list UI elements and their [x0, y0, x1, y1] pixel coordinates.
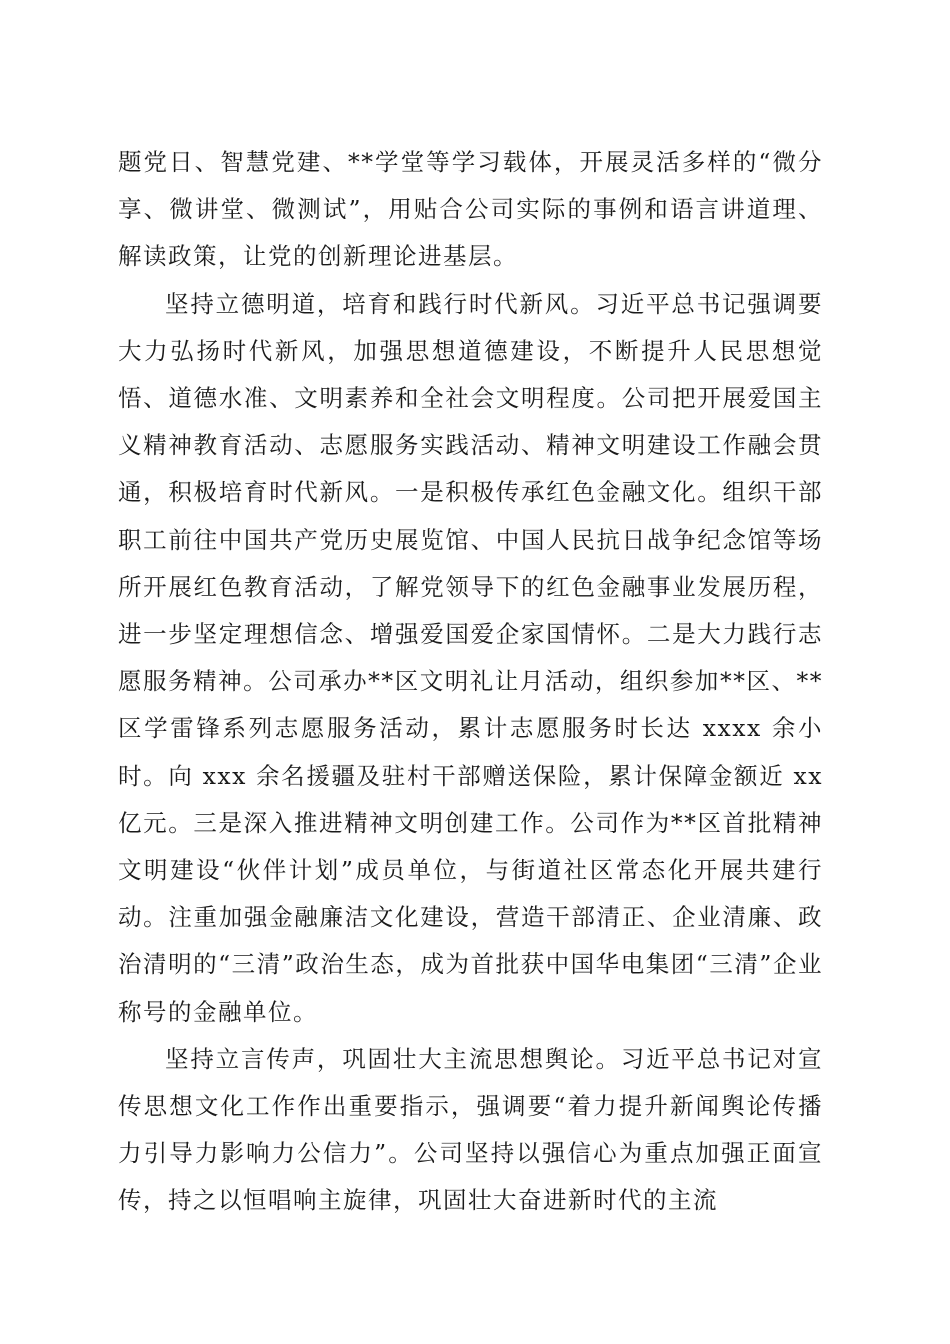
- paragraph-continued: 题党日、智慧党建、**学堂等学习载体，开展灵活多样的“微分享、微讲堂、微测试”，用贴合公司实际的事例和语言讲道理、解读政策，让党的创新理论进基层。: [118, 148, 823, 271]
- paragraph-moral-culture: 坚持立德明道，培育和践行时代新风。习近平总书记强调要大力弘扬时代新风，加强思想道德建设，不断提升人民思想觉悟、道德水准、文明素养和全社会文明程度。公司把开展爱国主义精神教育活动、志愿服务实践活动、精神文明建设工作融会贯通，积极培育时代新风。一是积极传承红色金融文化。组织干部职工前往中国共产党历史展览馆、中国人民抗日战争纪念馆等场所开展红色教育活动，了解党领导下的红色金融事业发展历程，进一步坚定理想信念、增强爱国爱企家国情怀。二是大力践行志愿服务精神。公司承办**区文明礼让月活动，组织参加**区、**区学雷锋系列志愿服务活动，累计志愿服务时长达 xxxx 余小时。向 xxx 余名援疆及驻村干部赠送保险，累计保障金额近 xx 亿元。三是深入推进精神文明创建工作。公司作为**区首批精神文明建设“伙伴计划”成员单位，与街道社区常态化开展共建行动。注重加强金融廉洁文化建设，营造干部清正、企业清廉、政治清明的“三清”政治生态，成为首批获中国华电集团“三清”企业称号的金融单位。: [118, 289, 823, 1026]
- document-body: [118, 139, 823, 1225]
- paragraph-public-opinion: 坚持立言传声，巩固壮大主流思想舆论。习近平总书记对宣传思想文化工作作出重要指示，强调要“着力提升新闻舆论传播力引导力影响力公信力”。公司坚持以强信心为重点加强正面宣传，持之以恒唱响主旋律，巩固壮大奋进新时代的主流: [118, 1044, 823, 1215]
